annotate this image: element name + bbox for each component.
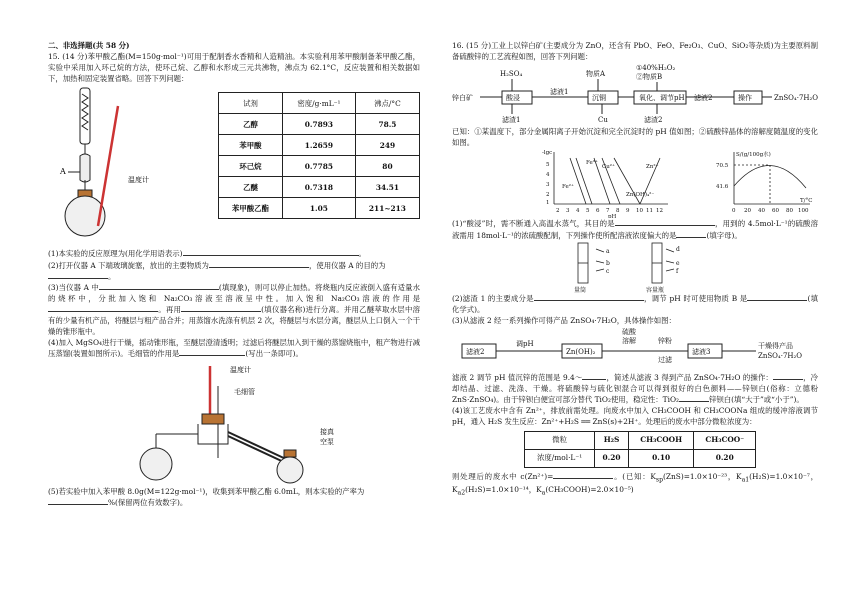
option-d: d: [676, 245, 680, 253]
graph2-xtick: 100: [798, 208, 809, 215]
answer-blank: [48, 304, 158, 312]
table-header: CH₃COO⁻: [694, 431, 756, 449]
graph1-ytick: 3: [546, 182, 550, 189]
option-b: b: [606, 259, 610, 267]
answer-blank: [553, 471, 613, 479]
graph1-ytick: 4: [546, 172, 550, 179]
flow-box4-text: 操作: [738, 94, 752, 103]
label-thermometer: 温度计: [128, 176, 149, 185]
flow-box1-text: 酸浸: [506, 94, 520, 103]
answer-blank: [99, 282, 219, 290]
flow-note1: ①40%H₂O₂: [636, 64, 676, 73]
graph2-xtick: 0: [732, 208, 736, 215]
table-cell: 249: [355, 135, 419, 156]
flow-substance-a: 物质A: [586, 70, 606, 79]
answer-blank: [676, 230, 706, 238]
graph2-ytick: 70.5: [716, 163, 729, 170]
label-volumetric-flask: 容量瓶: [646, 286, 665, 293]
table-header: 微粒: [525, 431, 595, 449]
label-capillary: 毛细管: [234, 387, 255, 396]
graph1-xtick: 11: [646, 208, 653, 215]
label-vacuum-1: 接真: [320, 427, 334, 436]
q15-intro: 15. (14 分)苯甲酸乙酯(M=150g·mol⁻¹)可用于配制香水香精和人造精油。本实验利用苯甲酸制备苯甲酸乙酯，实验中采用加入环己烷的方法，使环己烷、乙醇和水形成三元共沸物，沸点为 62.1°C，反应装置和相关数据如下，加热和固定装置省略。回答下列问题：: [48, 52, 420, 84]
graph1-xtick: 5: [586, 208, 590, 215]
table-header: CH₃COOH: [628, 431, 694, 449]
option-c: c: [606, 267, 610, 275]
table-cell: 78.5: [355, 114, 419, 135]
flow-note2: ②物质B: [636, 73, 663, 82]
graph1-ion: Zn(OH)₄²⁻: [626, 192, 655, 199]
graph1-xtick: 3: [566, 208, 570, 215]
graph2-ylabel: S/(g/100g水): [736, 152, 771, 159]
label-vacuum-2: 空泵: [320, 437, 334, 446]
graphs-wrap: [452, 148, 818, 218]
label-thermometer: 温度计: [230, 365, 251, 374]
table-row: [219, 177, 420, 198]
answer-blank: [209, 260, 309, 268]
process-end2: ZnSO₄·7H₂O: [758, 351, 803, 360]
q16-intro: 16. (15 分)工业上以锌白矿(主要成分为 ZnO，还含有 PbO、FeO、Fe₂O₃、CuO、SiO₂等杂质)为主要原料制备硫酸锌的工艺流程如图，回答下列问题：: [452, 41, 818, 62]
q16-part2: (2)滤渣 1 的主要成分是 ，调节 pH 时可使用物质 B 是 (填化学式)。: [452, 293, 818, 314]
process-box1: Zn(OH)₂: [566, 347, 596, 356]
graph1-ion: Cu²⁺: [602, 164, 615, 171]
graph1-xtick: 6: [596, 208, 600, 215]
process-flow-diagram: [452, 62, 818, 126]
process-start: 滤液2: [466, 347, 485, 356]
q16-part3-intro: (3)从滤液 2 经一系列操作可得产品 ZnSO₄·7H₂O，具体操作如图：: [452, 315, 676, 325]
process-op3a: 锌粉: [658, 336, 672, 345]
table-header: 密度/g·mL⁻¹: [282, 93, 355, 114]
graph2-xlabel: T/°C: [800, 198, 813, 205]
reagent-table: [218, 92, 420, 219]
table-cell: 80: [355, 156, 419, 177]
q16-part4: (4)该工艺废水中含有 Zn²⁺，排放前需处理。向废水中加入 CH₃COOH 和 CH₃COONa 组成的缓冲溶液调节 pH，通入 H₂S 发生反应：Zn²⁺+H₂S ══ ZnS(s)+2H⁺。处理后的废水中部分微粒浓度为：: [452, 406, 818, 427]
process-op3b: 过滤: [658, 355, 672, 364]
section-title: 二、非选择题(共 58 分): [48, 41, 130, 50]
ph-precipitation-graph: [542, 148, 712, 218]
graph2-xtick: 40: [758, 208, 765, 215]
q16-part3: 滤液 2 调节 pH 值沉锌的范围是 9.4～ ，简述从滤液 3 得到产品 ZnSO₄·7H₂O 的操作： ，冷却结晶、过滤、洗涤、干燥。将硫酸锌与硫化钡混合可以得到很好的白色颜料——锌钡白(俗称：立德粉 ZnS·ZnSO₄)。由于锌钡白便宜可部分替代 TiO₂使用，稳定性：TiO₂ 锌钡白(填“大于”或“小于”)。: [452, 372, 818, 405]
table-header: 试剂: [219, 93, 283, 114]
label-a: A: [60, 167, 66, 177]
answer-blank: [181, 304, 261, 312]
table-cell: 211~213: [355, 198, 419, 219]
flow-liquid2: 滤液2: [694, 94, 713, 103]
answer-blank: [582, 372, 606, 380]
flow-reagent: H₂SO₄: [500, 70, 523, 79]
graph1-xtick: 9: [626, 208, 630, 215]
q15-part1: (1)本实验的反应原理为(用化学用语表示) 。: [48, 249, 366, 259]
table-cell: 0.7785: [282, 156, 355, 177]
option-f: f: [676, 267, 679, 275]
graph2-xtick: 80: [786, 208, 793, 215]
flow-liquid1: 滤液1: [550, 88, 569, 97]
zinc-process-diagram: [452, 326, 818, 372]
concentration-table: [524, 431, 756, 468]
graph1-xtick: 10: [636, 208, 643, 215]
answer-blank: [615, 218, 715, 226]
graph1-xlabel: pH: [608, 214, 617, 219]
graph2-xtick: 60: [772, 208, 779, 215]
table-header: H₂S: [595, 431, 629, 449]
table-cell: 1.2659: [282, 135, 355, 156]
table-row: [219, 114, 420, 135]
table-cell: 34.51: [355, 177, 419, 198]
table-cell: 浓度/mol·L⁻¹: [525, 449, 595, 467]
flow-residue1: 滤渣1: [502, 116, 521, 125]
table-cell: 环己烷: [219, 156, 283, 177]
right-column: [452, 40, 818, 498]
flow-product: ZnSO₄·7H₂O: [774, 94, 818, 103]
answer-blank: [183, 248, 359, 256]
left-column: [48, 40, 420, 508]
graph1-xtick: 7: [606, 208, 610, 215]
answer-blank: [179, 348, 245, 356]
flow-box3-text: 氧化、调节pH: [639, 94, 685, 103]
graph1-ytick: 5: [546, 162, 550, 169]
answer-blank: [773, 372, 803, 380]
graph1-ion: Fe²⁺: [562, 184, 574, 191]
process-box2: 滤液3: [692, 347, 711, 356]
answer-blank: [48, 271, 108, 279]
table-cell: 0.20: [595, 449, 629, 467]
answer-blank: [48, 497, 108, 505]
graph1-ylabel: -lgc: [542, 150, 553, 157]
process-op1: 调pH: [516, 339, 534, 348]
vacuum-distillation-figure: [138, 362, 358, 486]
graph1-xtick: 4: [576, 208, 580, 215]
graph1-ion: Zn²⁺: [646, 164, 659, 171]
q15-part2: (2)打开仪器 A 下端玻璃旋塞，放出的主要物质为 ，使用仪器 A 的目的为 。: [48, 260, 386, 281]
q16-part4-end: 则处理后的废水中 c(Zn²⁺)= 。(已知：$K_{sp}(ZnS)=1.0\times 10^{-23}$，$K_{a1}(H_2S)=1.0\times 10^{-7}$，$K_{a2}(H_2S)=1.0\times 10^{-14}$，$K_a(CH_3COOH)=2.0\times 10^{-5}$): [452, 471, 818, 497]
process-op2b: 溶解: [622, 336, 636, 345]
cylinder-flask-figure: [452, 241, 818, 293]
flow-start: 锌白矿: [452, 94, 473, 103]
graph1-xtick: 8: [616, 208, 620, 215]
answer-blank: [679, 394, 709, 402]
option-a: a: [606, 247, 610, 255]
distillation-figure-wrap: [48, 360, 420, 486]
process-op2a: 硫酸: [622, 327, 636, 336]
graph1-ion: Fe³⁺: [586, 160, 598, 167]
graph1-ytick: 2: [546, 192, 550, 199]
table-header-row: [525, 431, 756, 449]
table-cell: 0.7893: [282, 114, 355, 135]
reflux-apparatus-figure: [58, 86, 208, 246]
table-row: [525, 449, 756, 467]
table-header: 沸点/°C: [355, 93, 419, 114]
label-cylinder: 量筒: [574, 286, 587, 293]
solubility-graph: [714, 148, 814, 218]
apparatus-and-table: [48, 84, 420, 248]
answer-blank: [747, 293, 807, 301]
table-header-row: [219, 93, 420, 114]
process-end1: 干燥得产品: [758, 341, 793, 350]
known-conditions: 已知：①某温度下，部分金属阳离子开始沉淀和完全沉淀时的 pH 值如图；②硫酸锌晶体的溶解度随温度的变化如图。: [452, 127, 818, 148]
flow-cu: Cu: [598, 116, 608, 125]
table-cell: 0.20: [694, 449, 756, 467]
q15-part3: (3)当仪器 A 中 (填现象)，则可以停止加热。将烧瓶内反应液倒入盛有适量水的烧杯中，分批加入饱和 Na₂CO₃溶液至溶液呈中性。加入饱和 Na₂CO₃溶液的作用是。再用 (填仪器名称)进行分离。并用乙醚萃取水层中溶有的少量有机产品，将醚层与粗产品合并；用蒸馏水洗涤有机层 2 次，将醚层与水层分离，醚层从上口倒入一个干燥的锥形瓶中。: [48, 282, 420, 337]
table-cell: 1.05: [282, 198, 355, 219]
table-cell: 乙醇: [219, 114, 283, 135]
flow-box2-text: 沉铜: [592, 94, 606, 103]
table-row: [219, 198, 420, 219]
graph2-xtick: 20: [744, 208, 751, 215]
graph2-ytick: 41.6: [716, 184, 729, 191]
q15-part4: (4)加入 MgSO₄进行干燥，摇动锥形瓶，至醚层澄清透明；过滤后将醚层加入到干燥的蒸馏烧瓶中，粗产物进行减压蒸馏(装置如图所示)。毛细管的作用是 (写出一条即可)。: [48, 338, 420, 359]
graph1-xtick: 12: [656, 208, 663, 215]
table-cell: 苯甲酸乙酯: [219, 198, 283, 219]
table-cell: 苯甲酸: [219, 135, 283, 156]
flow-residue2: 滤渣2: [644, 116, 663, 125]
table-cell: 0.7318: [282, 177, 355, 198]
graph1-xtick: 2: [556, 208, 560, 215]
answer-blank: [534, 293, 644, 301]
table-row: [219, 156, 420, 177]
graph1-ytick: 1: [546, 200, 550, 207]
table-cell: 0.10: [628, 449, 694, 467]
option-e: e: [676, 259, 680, 267]
q15-part5: (5)若实验中加入苯甲酸 8.0g(M=122g·mol⁻¹)，收集到苯甲酸乙酯 6.0mL，则本实验的产率为 %(保留两位有效数字)。: [48, 486, 365, 507]
q16-part1: (1)“酸浸”时，需不断通入高温水蒸气，其目的是 ，用到的 4.5mol·L⁻¹的硫酸溶液需用 18mol·L⁻¹的浓硫酸配制，下列操作使所配溶液浓度偏大的是 (填字母)。: [452, 219, 819, 240]
table-cell: 乙醚: [219, 177, 283, 198]
table-row: [219, 135, 420, 156]
